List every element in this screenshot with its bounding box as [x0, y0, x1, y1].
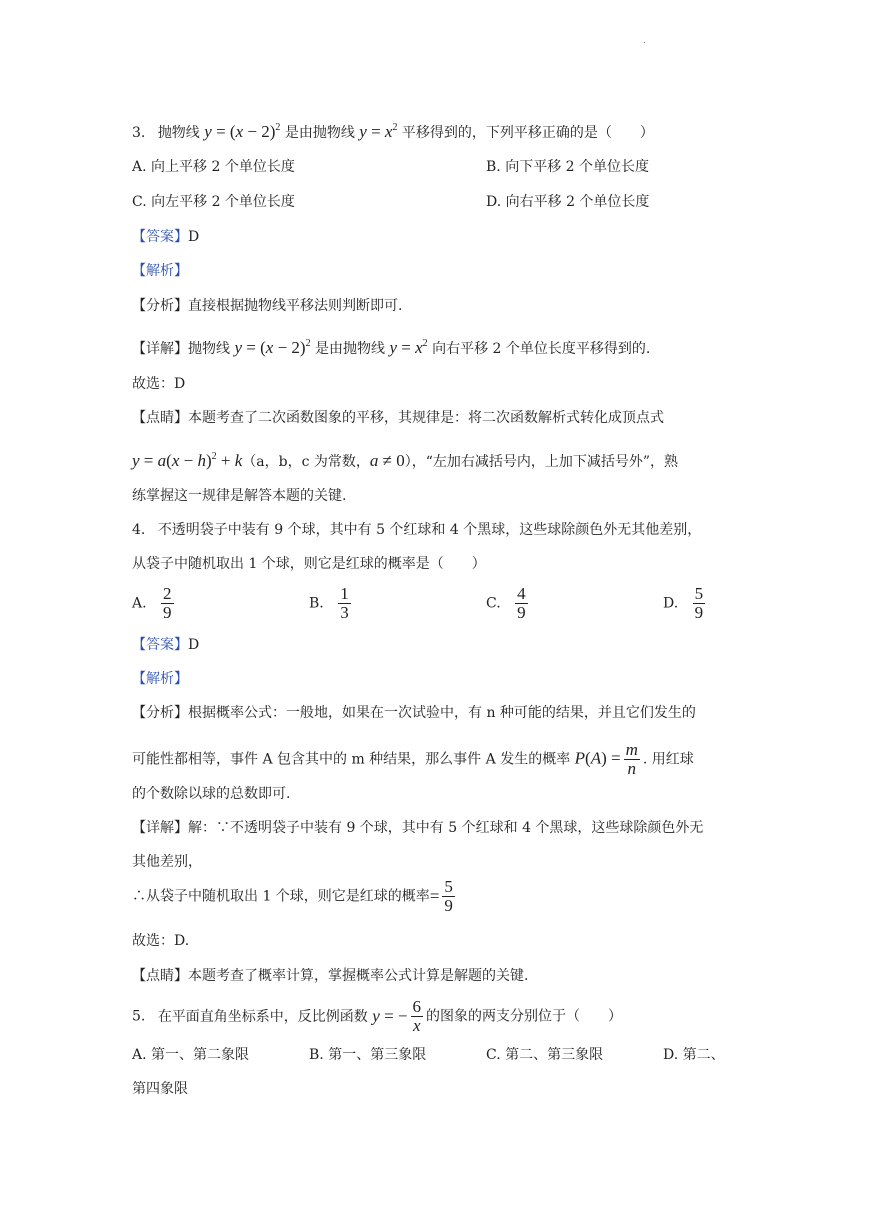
q5-stem: 5. 在平面直角坐标系中，反比例函数 y = − $\frac{6}{x}$ 的图象的两支分别位于（ ） [132, 997, 622, 1035]
q3-fenxi: 【分析】直接根据抛物线平移法则判断即可. [132, 298, 403, 314]
q4-xiangjie-1: 【详解】解：∵不透明袋子中装有 9 个球，其中有 5 个红球和 4 个黑球，这些球除颜色外无 [132, 820, 704, 836]
q4-option-c: C. $\frac{4}{9}$ [486, 584, 526, 622]
q4-fenxi-1: 【分析】根据概率公式：一般地，如果在一次试验中，有 n 种可能的结果，并且它们发生的 [132, 705, 696, 721]
q4-option-b: B. $\frac{1}{3}$ [309, 584, 349, 622]
q5-option-d: D. 第二、 [663, 1047, 725, 1063]
q4-stem-1: 4. 不透明袋子中装有 9 个球，其中有 5 个红球和 4 个黑球，这些球除颜色外无其他差别， [132, 522, 702, 538]
q3-choose: 故选：D [132, 376, 186, 392]
q4-fenxi-2: 可能性都相等，事件 A 包含其中的 m 种结果，那么事件 A 发生的概率 P(A) = $\frac{m}{n}$ . 用红球 [132, 740, 694, 778]
q5-option-c: C. 第二、第三象限 [486, 1047, 604, 1063]
q3-option-b: B. 向下平移 2 个单位长度 [486, 159, 649, 175]
q3-dianjing-2: $y = a(x - h)^2 + k(a$，b，c 为常数，a ≠ 0），“左加右减括号内，上加下减括号外”，熟 [132, 451, 679, 470]
q5-option-d-wrap: 第四象限 [132, 1081, 188, 1097]
q4-option-d: D. $\frac{5}{9}$ [663, 584, 704, 622]
q4-stem-2: 从袋子中随机取出 1 个球，则它是红球的概率是（ ） [132, 556, 486, 572]
q4-fenxi-3: 的个数除以球的总数即可. [132, 786, 291, 802]
q3-answer: 【答案】D [132, 229, 200, 245]
q3-xiangjie: 【详解】抛物线 $y = (x - 2)^2$ 是由抛物线 $y = x^2$ 向右平移 2 个单位长度平移得到的. [132, 338, 651, 357]
q4-xiangjie-3: ∴从袋子中随机取出 1 个球，则它是红球的概率= $\frac{5}{9}$ [132, 877, 453, 915]
q3-stem: 3. 抛物线 $y = (x - 2)^2$ 是由抛物线 $y = x^2$ 平移得到的，下列平移正确的是（ ） [132, 122, 654, 141]
q4-choose: 故选：D. [132, 933, 190, 949]
q4-answer: 【答案】D [132, 637, 200, 653]
q5-option-a: A. 第一、第二象限 [132, 1047, 250, 1063]
q4-analysis-heading: 【解析】 [132, 671, 188, 687]
header-mark: . [643, 36, 646, 45]
q3-option-a: A. 向上平移 2 个单位长度 [132, 159, 295, 175]
q4-xiangjie-2: 其他差别， [132, 854, 202, 870]
q3-option-c: C. 向左平移 2 个单位长度 [132, 194, 295, 210]
q4-option-a: A. $\frac{2}{9}$ [132, 584, 172, 622]
q3-dianjing-3: 练掌握这一规律是解答本题的关键. [132, 488, 347, 504]
q3-formula-2: $y = x^2$ [359, 122, 398, 141]
q3-analysis-heading: 【解析】 [132, 263, 188, 279]
q5-option-b: B. 第一、第三象限 [309, 1047, 427, 1063]
q4-dianjing: 【点睛】本题考查了概率计算，掌握概率公式计算是解题的关键. [132, 968, 529, 984]
q3-dianjing-1: 【点睛】本题考查了二次函数图象的平移，其规律是：将二次函数解析式转化成顶点式 [132, 410, 664, 426]
q3-formula-1: $y = (x - 2)^2$ [204, 122, 281, 141]
q3-option-d: D. 向右平移 2 个单位长度 [486, 194, 650, 210]
